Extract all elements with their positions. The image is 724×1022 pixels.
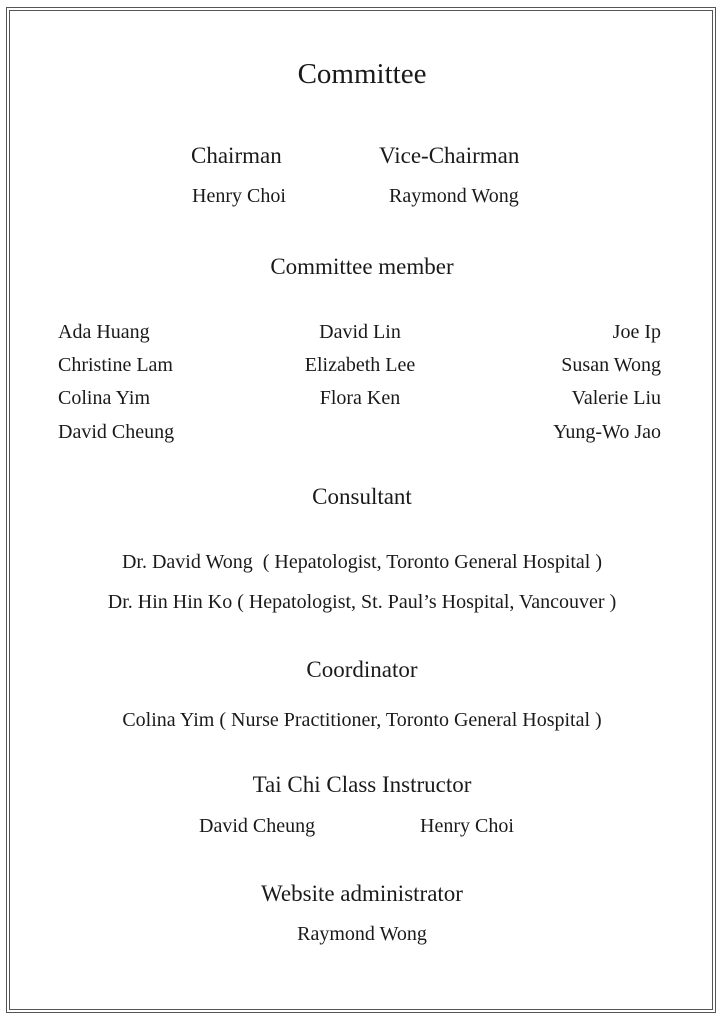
member-left-3: Colina Yim <box>58 387 151 409</box>
vice-chairman-heading: Vice-Chairman <box>379 143 520 168</box>
chairman-name: Henry Choi <box>192 185 286 207</box>
member-left-4: David Cheung <box>58 421 175 443</box>
coordinator-entry: Colina Yim ( Nurse Practitioner, Toronto General Hospital ) <box>122 709 602 731</box>
website-admin-name: Raymond Wong <box>297 923 427 945</box>
page-border-inner <box>9 10 713 1010</box>
member-left-1: Ada Huang <box>58 321 150 343</box>
member-right-2: Susan Wong <box>561 354 661 376</box>
chairman-heading: Chairman <box>191 143 282 168</box>
tai-chi-instructor-1: David Cheung <box>199 815 316 837</box>
vice-chairman-name: Raymond Wong <box>389 185 519 207</box>
member-right-4: Yung-Wo Jao <box>553 421 661 443</box>
member-right-1: Joe Ip <box>612 321 661 343</box>
tai-chi-instructor-2: Henry Choi <box>420 815 514 837</box>
member-left-2: Christine Lam <box>58 354 173 376</box>
consultant-entry-1: Dr. David Wong ( Hepatologist, Toronto General Hospital ) <box>121 551 603 573</box>
member-middle-1: David Lin <box>319 321 401 343</box>
consultant-heading: Consultant <box>312 484 412 509</box>
member-right-3: Valerie Liu <box>571 387 661 409</box>
website-admin-heading: Website administrator <box>261 881 463 906</box>
consultant-entry-2: Dr. Hin Hin Ko ( Hepatologist, St. Paul’s Hospital, Vancouver ) <box>107 591 617 613</box>
tai-chi-heading: Tai Chi Class Instructor <box>252 772 472 797</box>
member-middle-2: Elizabeth Lee <box>304 354 416 376</box>
coordinator-heading: Coordinator <box>306 657 418 682</box>
member-middle-3: Flora Ken <box>319 387 401 409</box>
page-title: Committee <box>297 58 427 90</box>
committee-member-heading: Committee member <box>270 254 454 279</box>
